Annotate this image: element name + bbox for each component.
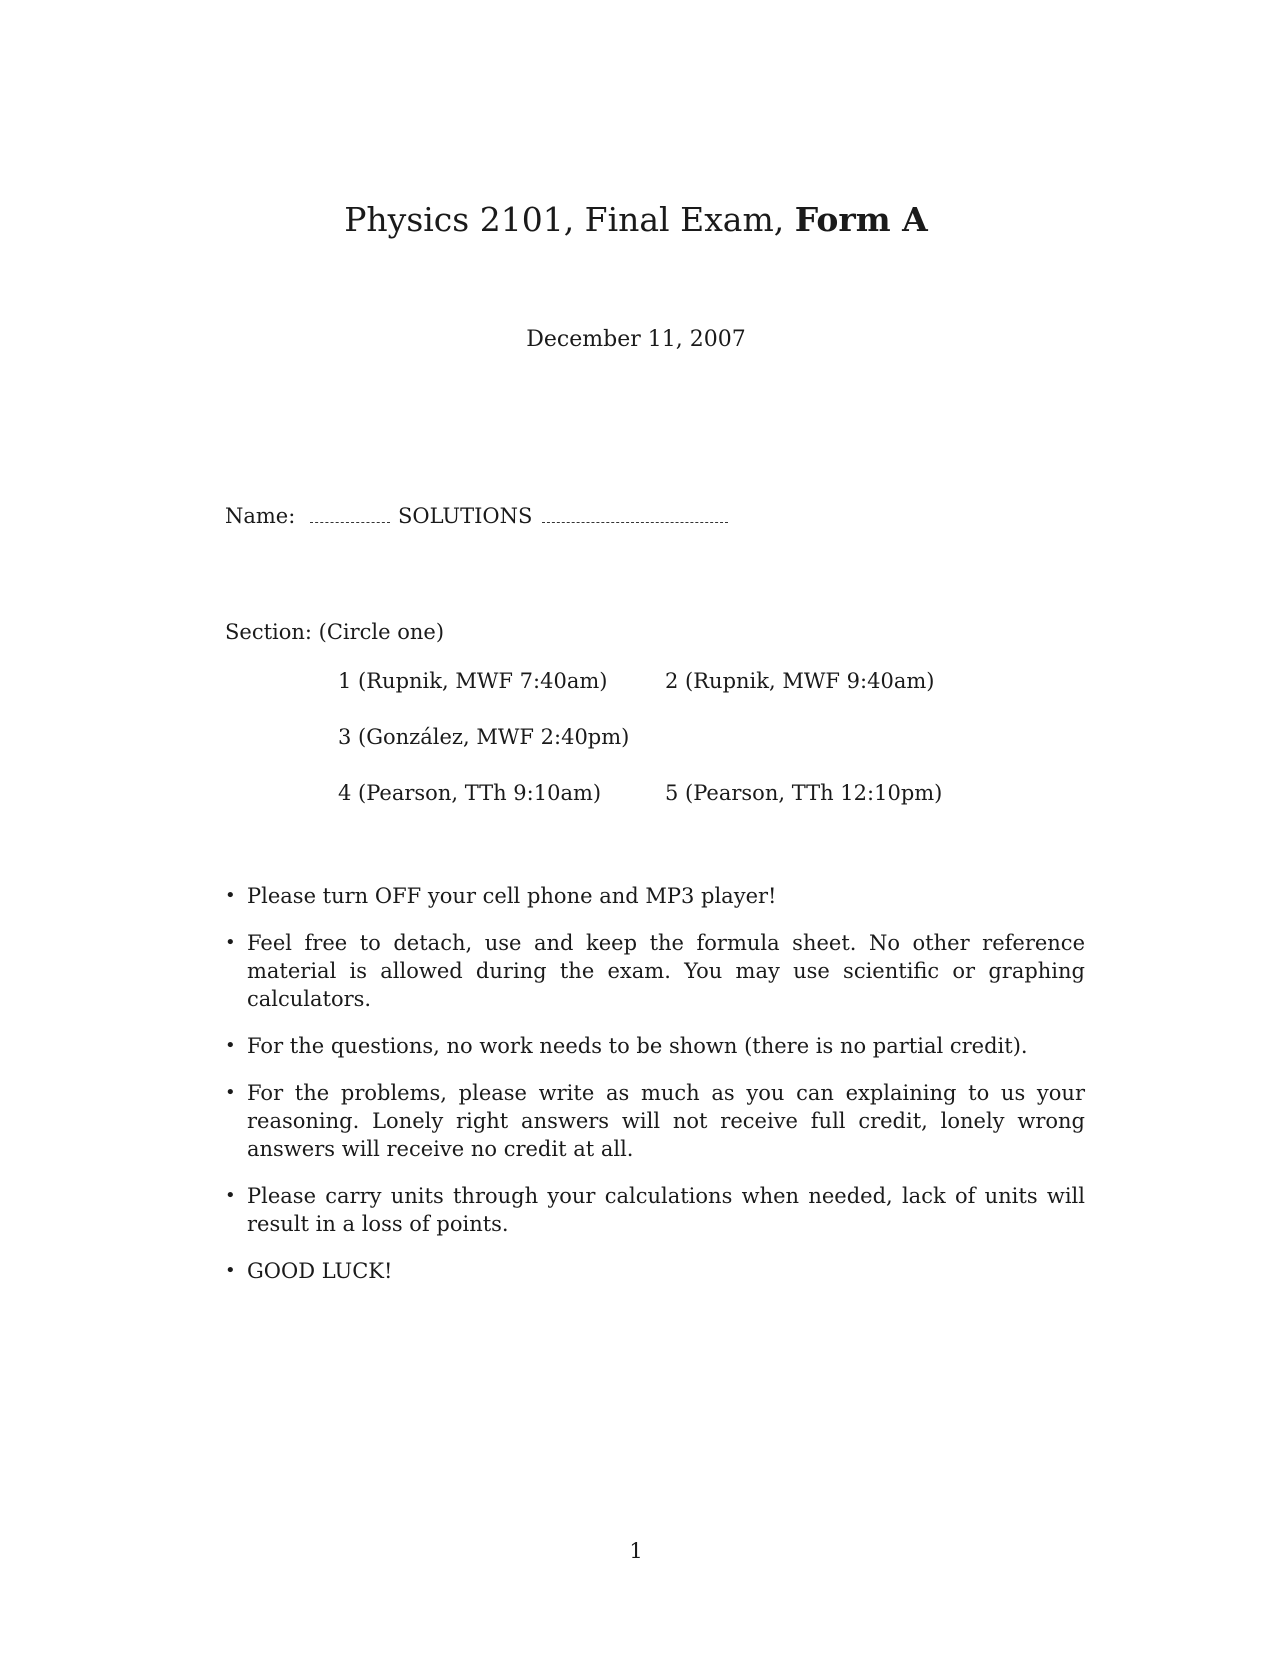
section-option-3: 3 (González, MWF 2:40pm) <box>338 725 630 749</box>
form-label: Form A <box>794 200 928 239</box>
instruction-text: GOOD LUCK! <box>247 1259 393 1283</box>
name-blank-left <box>310 512 390 523</box>
page-title <box>0 200 1272 240</box>
list-item <box>225 1032 1085 1060</box>
section-option-4: 4 (Pearson, TTh 9:10am) <box>338 781 602 805</box>
bullet-icon: • <box>225 885 236 906</box>
instruction-text: For the problems, please write as much as you can explaining to us your reasoning. Lonely right answers will not receive full credit, lonely wrong answers will receive no credit at all. <box>247 1081 1085 1161</box>
list-item <box>225 882 1085 910</box>
list-item <box>225 1079 1085 1163</box>
name-field <box>225 502 728 530</box>
section-option-1: 1 (Rupnik, MWF 7:40am) <box>338 669 608 693</box>
section-option-2: 2 (Rupnik, MWF 9:40am) <box>665 669 935 693</box>
instruction-text: For the questions, no work needs to be shown (there is no partial credit). <box>247 1034 1028 1058</box>
instructions-list <box>225 882 1085 1304</box>
bullet-icon: • <box>225 1260 236 1281</box>
instruction-text: Please turn OFF your cell phone and MP3 player! <box>247 884 777 908</box>
instruction-text: Please carry units through your calculations when needed, lack of units will result in a loss of points. <box>247 1184 1085 1236</box>
name-value: SOLUTIONS <box>398 504 533 528</box>
bullet-icon: • <box>225 932 236 953</box>
bullet-icon: • <box>225 1082 236 1103</box>
section-label: Section: (Circle one) <box>225 620 445 644</box>
list-item <box>225 1182 1085 1238</box>
list-item <box>225 929 1085 1013</box>
bullet-icon: • <box>225 1035 236 1056</box>
page-number: 1 <box>629 1539 643 1563</box>
list-item <box>225 1257 1085 1285</box>
name-blank-right <box>542 512 728 523</box>
name-label: Name: <box>225 504 296 528</box>
title-text: Physics 2101, Final Exam, <box>344 200 795 239</box>
bullet-icon: • <box>225 1185 236 1206</box>
instruction-text: Feel free to detach, use and keep the formula sheet. No other reference material is allowed during the exam. You may use scientific or graphing calculators. <box>247 931 1085 1011</box>
exam-date: December 11, 2007 <box>526 327 746 352</box>
section-option-5: 5 (Pearson, TTh 12:10pm) <box>665 781 943 805</box>
